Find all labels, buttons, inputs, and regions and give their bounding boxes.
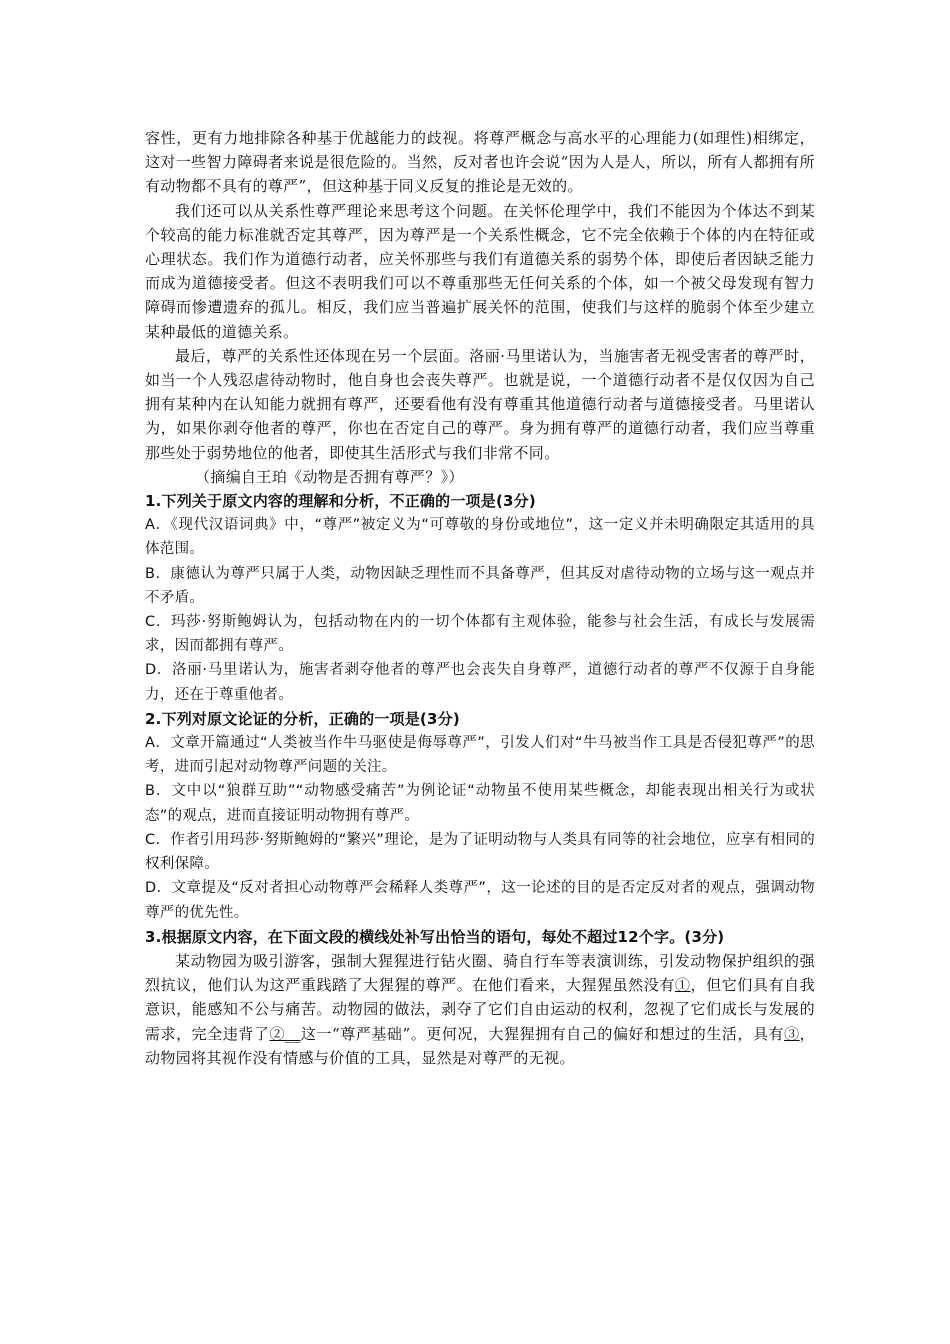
option-b: B．文中以“狼群互助”“动物感受痛苦”为例论证“动物虽不使用某些概念，却能表现出相关行为或状态”的观点，进而直接证明动物拥有尊严。 (145, 783, 815, 824)
blank-3[interactable]: ③ (784, 1024, 800, 1043)
passage-source: （摘编自王珀《动物是否拥有尊严？》） (195, 467, 464, 486)
blank-2[interactable]: ②__ (269, 1024, 301, 1043)
text-segment: 这一“尊严基础”。更何况，大猩猩拥有自己的偏好和想过的生活，具有 (300, 1024, 785, 1043)
passage-paragraph: 容性，更有力地排除各种基于优越能力的歧视。将尊严概念与高水平的心理能力(如理性)相绑定，这对一些智力障碍者来说是很危险的。当然，反对者也许会说“因为人是人，所以，所有人都拥有所有动物都不具有的尊严”，但这种基于同义反复的推论是无效的。 (145, 129, 815, 196)
option-c: C．作者引用玛莎·努斯鲍姆的“繁兴”理论，是为了证明动物与人类具有同等的社会地位，应享有相同的权利保障。 (145, 831, 815, 873)
blank-1[interactable]: ① (674, 976, 691, 995)
option-a: A．文章开篇通过“人类被当作牛马驱使是侮辱尊严”，引发人们对“牛马被当作工具是否侵犯尊严”的思考，进而引起对动物尊严问题的关注。 (145, 735, 815, 776)
fill-in-paragraph (145, 949, 815, 1070)
passage-paragraph: 最后，尊严的关系性还体现在另一个层面。洛丽·马里诺认为，当施害者无视受害者的尊严时，如当一个人残忍虐待动物时，他自身也会丧失尊严。也就是说，一个道德行动者不是仅仅因为自己拥有某种内在认知能力就拥有尊严，还要看他有没有尊重其他道德行动者与道德接受者。马里诺认为，如果你剥夺他者的尊严，你也在否定自己的尊严。身为拥有尊严的道德行动者，我们应当尊重那些处于弱势地位的他者，即使其生活形式与我们非常不同。 (145, 346, 815, 462)
option-c: C．玛莎·努斯鲍姆认为，包括动物在内的一切个体都有主观体验，能参与社会生活，有成长与发展需求，因而都拥有尊严。 (145, 614, 815, 655)
option-d: D．文章提及“反对者担心动物尊严会稀释人类尊严”，这一论述的目的是否定反对者的观点，强调动物尊严的优先性。 (145, 880, 815, 921)
option-d: D．洛丽·马里诺认为，施害者剥夺他者的尊严也会丧失自身尊严，道德行动者的尊严不仅源于自身能力，还在于尊重他者。 (145, 662, 815, 703)
passage-paragraph: 我们还可以从关系性尊严理论来思考这个问题。在关怀伦理学中，我们不能因为个体达不到某个较高的能力标准就否定其尊严，因为尊严是一个关系性概念，它不完全依赖于个体的内在特征或心理状态。我们作为道德行动者，应关怀那些与我们有道德关系的弱势个体，即使后者因缺乏能力而成为道德接受者。但这不表明我们可以不尊重那些无任何关系的个体，如一个被父母发现有智力障碍而惨遭遗弃的孤儿。相反，我们应当普遍扩展关怀的范围，使我们与这样的脆弱个体至少建立某种最低的道德关系。 (145, 201, 815, 341)
question-stem: 3.根据原文内容，在下面文段的横线处补写出恰当的语句，每处不超过12个字。(3分) (145, 927, 725, 946)
text-segment: ，但它们具有自我意识，能感知不公与痛苦。动物园的做法，剥夺了它们自由运动的权利，忽视了它们成长与发展的需求，完全违背了 (145, 976, 815, 1043)
text-segment: ，动物园将其视作没有情感与价值的工具，显然是对尊严的无视。 (145, 1024, 815, 1067)
document-page (145, 126, 815, 1070)
text-segment: 某动物园为吸引游客，强制大猩猩进行钻火圈、骑自行车等表演训练，引发动物保护组织的强烈抗议，他们认为这严重践踏了大猩猩的尊严。在他们看来，大猩猩虽然没有 (145, 951, 815, 995)
question-stem: 1.下列关于原文内容的理解和分析，不正确的一项是(3分) (145, 492, 536, 511)
option-b: B．康德认为尊严只属于人类，动物因缺乏理性而不具备尊严，但其反对虐待动物的立场与这一观点并不矛盾。 (145, 565, 815, 606)
option-a: A．《现代汉语词典》中，“尊严”被定义为“可尊敬的身份或地位”，这一定义并未明确限定其适用的具体范围。 (145, 517, 815, 558)
question-stem: 2.下列对原文论证的分析，正确的一项是(3分) (145, 709, 460, 728)
